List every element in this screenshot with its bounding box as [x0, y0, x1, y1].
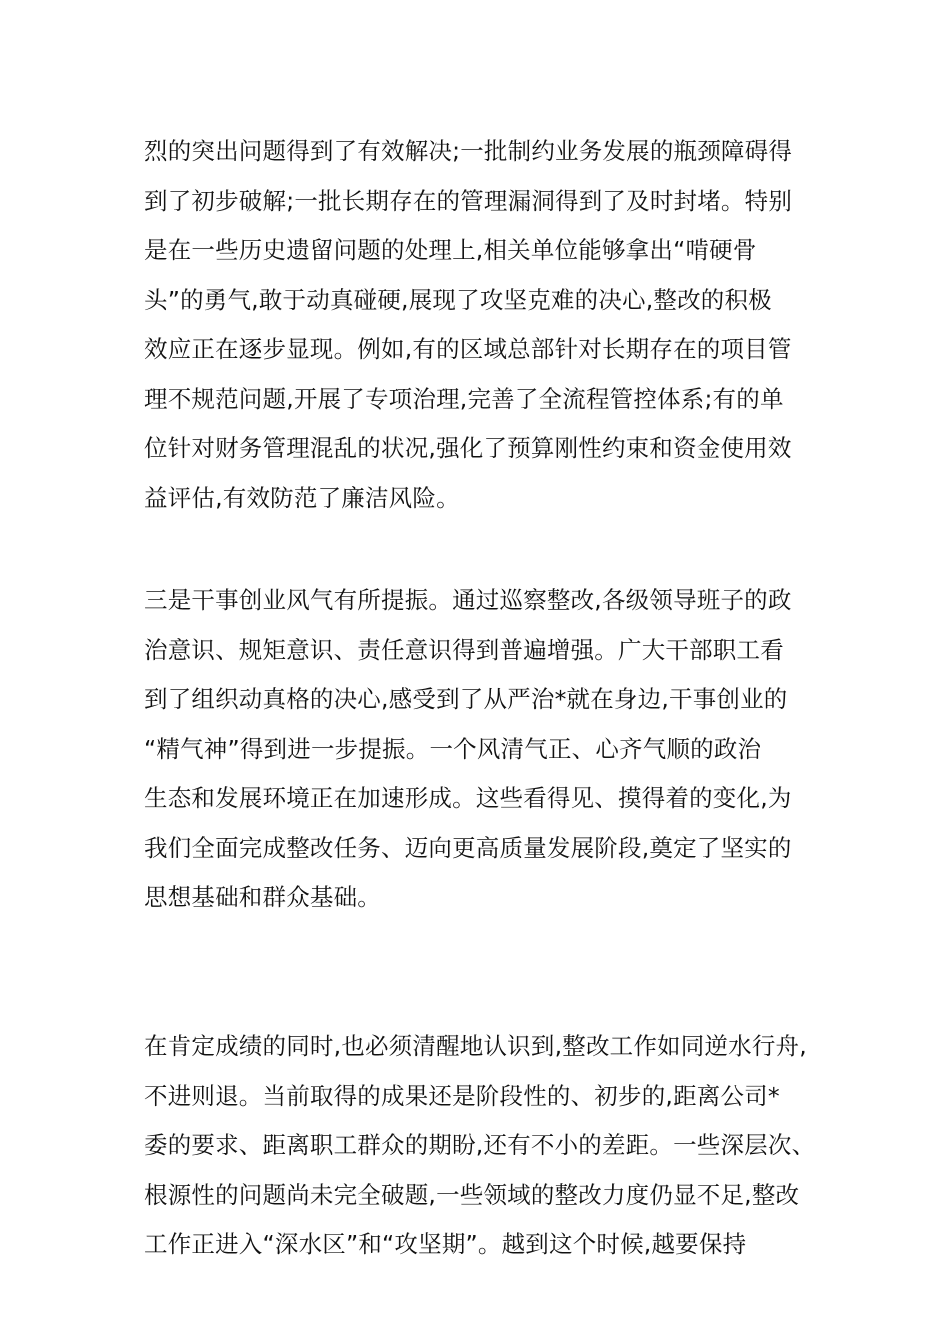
paragraph-achievements-continued — [144, 127, 824, 523]
text-line: “精气神”得到进一步提振。一个风清气正、心齐气顺的政治 — [144, 734, 762, 763]
text-line: 益评估,有效防范了廉洁风险。 — [144, 483, 460, 512]
paragraph-remaining-gaps — [144, 1022, 824, 1270]
text-line: 到了初步破解;一批长期存在的管理漏洞得到了及时封堵。特别 — [144, 186, 793, 215]
text-line: 头”的勇气,敢于动真碰硬,展现了攻坚克难的决心,整改的积极 — [144, 285, 772, 314]
text-line: 治意识、规矩意识、责任意识得到普遍增强。广大干部职工看 — [144, 635, 784, 664]
text-line: 在肯定成绩的同时,也必须清醒地认识到,整改工作如同逆水行舟, — [144, 1032, 807, 1060]
text-line: 我们全面完成整改任务、迈向更高质量发展阶段,奠定了坚实的 — [144, 833, 792, 862]
text-line: 生态和发展环境正在加速形成。这些看得见、摸得着的变化,为 — [144, 784, 792, 812]
text-line: 委的要求、距离职工群众的期盼,还有不小的差距。一些深层次、 — [144, 1131, 816, 1159]
text-line: 是在一些历史遗留问题的处理上,相关单位能够拿出“啃硬骨 — [144, 236, 757, 264]
text-line: 三是干事创业风气有所提振。通过巡察整改,各级领导班子的政 — [144, 586, 792, 614]
text-line: 理不规范问题,开展了专项治理,完善了全流程管控体系;有的单 — [144, 384, 784, 413]
text-line: 不进则退。当前取得的成果还是阶段性的、初步的,距离公司* — [144, 1081, 780, 1110]
text-line: 效应正在逐步显现。例如,有的区域总部针对长期存在的项目管 — [144, 335, 792, 363]
paragraph-work-style — [144, 576, 824, 923]
text-line: 位针对财务管理混乱的状况,强化了预算刚性约束和资金使用效 — [144, 434, 792, 462]
text-line: 到了组织动真格的决心,感受到了从严治*就在身边,干事创业的 — [144, 685, 788, 713]
text-line: 烈的突出问题得到了有效解决;一批制约业务发展的瓶颈障碍得 — [144, 137, 793, 165]
text-line: 工作正进入“深水区”和“攻坚期”。越到这个时候,越要保持 — [144, 1230, 747, 1258]
text-line: 思想基础和群众基础。 — [144, 883, 381, 911]
text-line: 根源性的问题尚未完全破题,一些领域的整改力度仍显不足,整改 — [144, 1180, 800, 1209]
